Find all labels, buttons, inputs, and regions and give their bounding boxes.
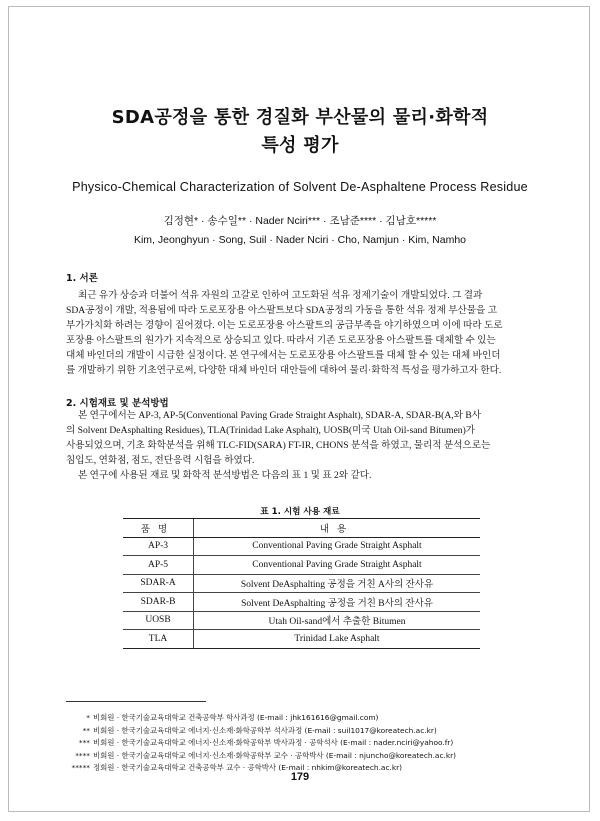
table-row bbox=[123, 611, 480, 630]
paragraph-line: 침입도, 연화점, 점도, 전단응력 시험을 하였다. bbox=[66, 455, 255, 466]
table-cell-content: Conventional Paving Grade Straight Asphalt bbox=[194, 537, 481, 556]
footnote-mark: **** bbox=[75, 750, 90, 760]
footnotes bbox=[66, 712, 546, 775]
table-cell-name: AP-3 bbox=[123, 537, 194, 556]
english-title: Physico-Chemical Characterization of Solvent De-Asphaltene Process Residue bbox=[72, 180, 528, 194]
footnote-text: 비회원 · 한국기술교육대학교 건축공학부 학사과정 (E-mail : jhk161616@gmail.com) bbox=[93, 713, 379, 722]
paper-title-line2: 특성 평가 bbox=[261, 135, 339, 156]
paragraph-line: 포장용 아스팔트의 원가가 지속적으로 상승되고 있다. 따라서 기존 도로포장용 아스팔트를 대체할 수 있는 bbox=[66, 335, 496, 346]
footnote-mark: * bbox=[86, 713, 90, 722]
table-row bbox=[123, 593, 480, 612]
table-header-row bbox=[123, 519, 480, 538]
footnote-mark: *** bbox=[78, 738, 90, 747]
footnote bbox=[66, 750, 546, 763]
paragraph-line: 를 개발하기 위한 기초연구로써, 다양한 대체 바인더 대안들에 대하여 물리·화학적 특성을 평가하고자 한다. bbox=[66, 365, 502, 376]
materials-table bbox=[123, 518, 480, 649]
footnote-text: 정회원 · 한국기술교육대학교 건축공학부 교수 · 공학박사 (E-mail : nhkim@koreatech.ac.kr) bbox=[93, 763, 403, 772]
table-cell-content: Trinidad Lake Asphalt bbox=[194, 630, 481, 649]
footnote bbox=[66, 737, 546, 750]
paragraph-line: SDA공정이 개발, 적용됨에 따라 도로포장용 아스팔트보다 SDA공정의 가동을 통한 석유 정제 부산물을 고 bbox=[66, 305, 497, 316]
materials-paragraph bbox=[66, 408, 534, 483]
table-cell-content: Solvent DeAsphalting 공정을 거친 B사의 잔사유 bbox=[194, 593, 481, 612]
authors-english: Kim, Jeonghyun · Song, Suil · Nader Nciri · Cho, Namjun · Kim, Namho bbox=[133, 234, 467, 246]
table-cell-name: SDAR-B bbox=[123, 593, 194, 612]
author-list bbox=[30, 212, 570, 250]
section-heading-introduction: 1. 서론 bbox=[66, 273, 98, 284]
table-row bbox=[123, 556, 480, 575]
column-header-content: 내용 bbox=[194, 519, 481, 538]
footnote-text: 비회원 · 한국기술교육대학교 에너지·신소재·화학공학부 박사과정 · 공학석사 (E-mail : nader.nciri@yahoo.fr) bbox=[93, 738, 454, 747]
table-cell-content: Solvent DeAsphalting 공정을 거친 A사의 잔사유 bbox=[194, 574, 481, 593]
paragraph-line: 대체 바인더의 개발이 시급한 실정이다. 본 연구에서는 도로포장용 아스팔트를 대체 할 수 있는 대체 바인더 bbox=[66, 350, 501, 361]
table-cell-name: UOSB bbox=[123, 611, 194, 630]
table-cell-content: Utah Oil-sand에서 추출한 Bitumen bbox=[194, 611, 481, 630]
column-header-name: 품명 bbox=[123, 519, 194, 538]
paper-title bbox=[40, 104, 560, 160]
table-cell-name: AP-5 bbox=[123, 556, 194, 575]
page-number: 179 bbox=[290, 771, 310, 783]
introduction-paragraph bbox=[66, 288, 534, 378]
paragraph-line: 본 연구에서는 AP-3, AP-5(Conventional Paving Grade Straight Asphalt), SDAR-A, SDAR-B(A,와 B사 bbox=[78, 410, 481, 421]
footnote-mark: ***** bbox=[71, 763, 90, 772]
paragraph-line: 의 Solvent DeAsphalting Residues), TLA(Trinidad Lake Asphalt), UOSB(미국 Utah Oil-sand Bitumen)가 bbox=[66, 425, 476, 436]
footnote-text: 비회원 · 한국기술교육대학교 에너지·신소재·화학공학부 교수 · 공학박사 (E-mail : njuncho@koreatech.ac.kr) bbox=[93, 750, 457, 760]
footnote-text: 비회원 · 한국기술교육대학교 에너지·신소재·화학공학부 석사과정 (E-mail : suil1017@koreatech.ac.kr) bbox=[93, 725, 437, 735]
paragraph-line: 부가가치화 하려는 경향이 짙어졌다. 이는 도로포장용 아스팔트의 공급부족을 야기하였으며 이에 따라 도로 bbox=[66, 320, 503, 331]
table-row bbox=[123, 630, 480, 649]
table-caption: 표 1. 시험 사용 재료 bbox=[260, 507, 340, 517]
section-heading-materials: 2. 시험재료 및 분석방법 bbox=[66, 398, 169, 409]
paper-title-line1: SDA공정을 통한 경질화 부산물의 물리·화학적 bbox=[111, 107, 489, 128]
paragraph-line: 본 연구에 사용된 재료 및 화학적 분석방법은 다음의 표 1 및 표 2와 같다. bbox=[78, 470, 372, 481]
paragraph-line: 최근 유가 상승과 더불어 석유 자원의 고갈로 인하여 고도화된 석유 정제기술이 개발되었다. 그 결과 bbox=[78, 290, 483, 301]
authors-korean: 김정현* · 송수일** · Nader Nciri*** · 조남준**** · 김남호***** bbox=[163, 215, 437, 227]
table-row bbox=[123, 537, 480, 556]
table-cell-content: Conventional Paving Grade Straight Asphalt bbox=[194, 556, 481, 575]
footnote-mark: ** bbox=[82, 725, 90, 735]
table-cell-name: SDAR-A bbox=[123, 574, 194, 593]
footnote bbox=[66, 725, 546, 738]
paragraph-line: 사용되었으며, 기초 화학분석을 위해 TLC-FID(SARA) FT-IR, CHONS 분석을 하였고, 물리적 분석으로는 bbox=[66, 440, 491, 451]
table-row bbox=[123, 574, 480, 593]
footnote-divider bbox=[66, 701, 206, 702]
footnote bbox=[66, 712, 546, 725]
table-cell-name: TLA bbox=[123, 630, 194, 649]
